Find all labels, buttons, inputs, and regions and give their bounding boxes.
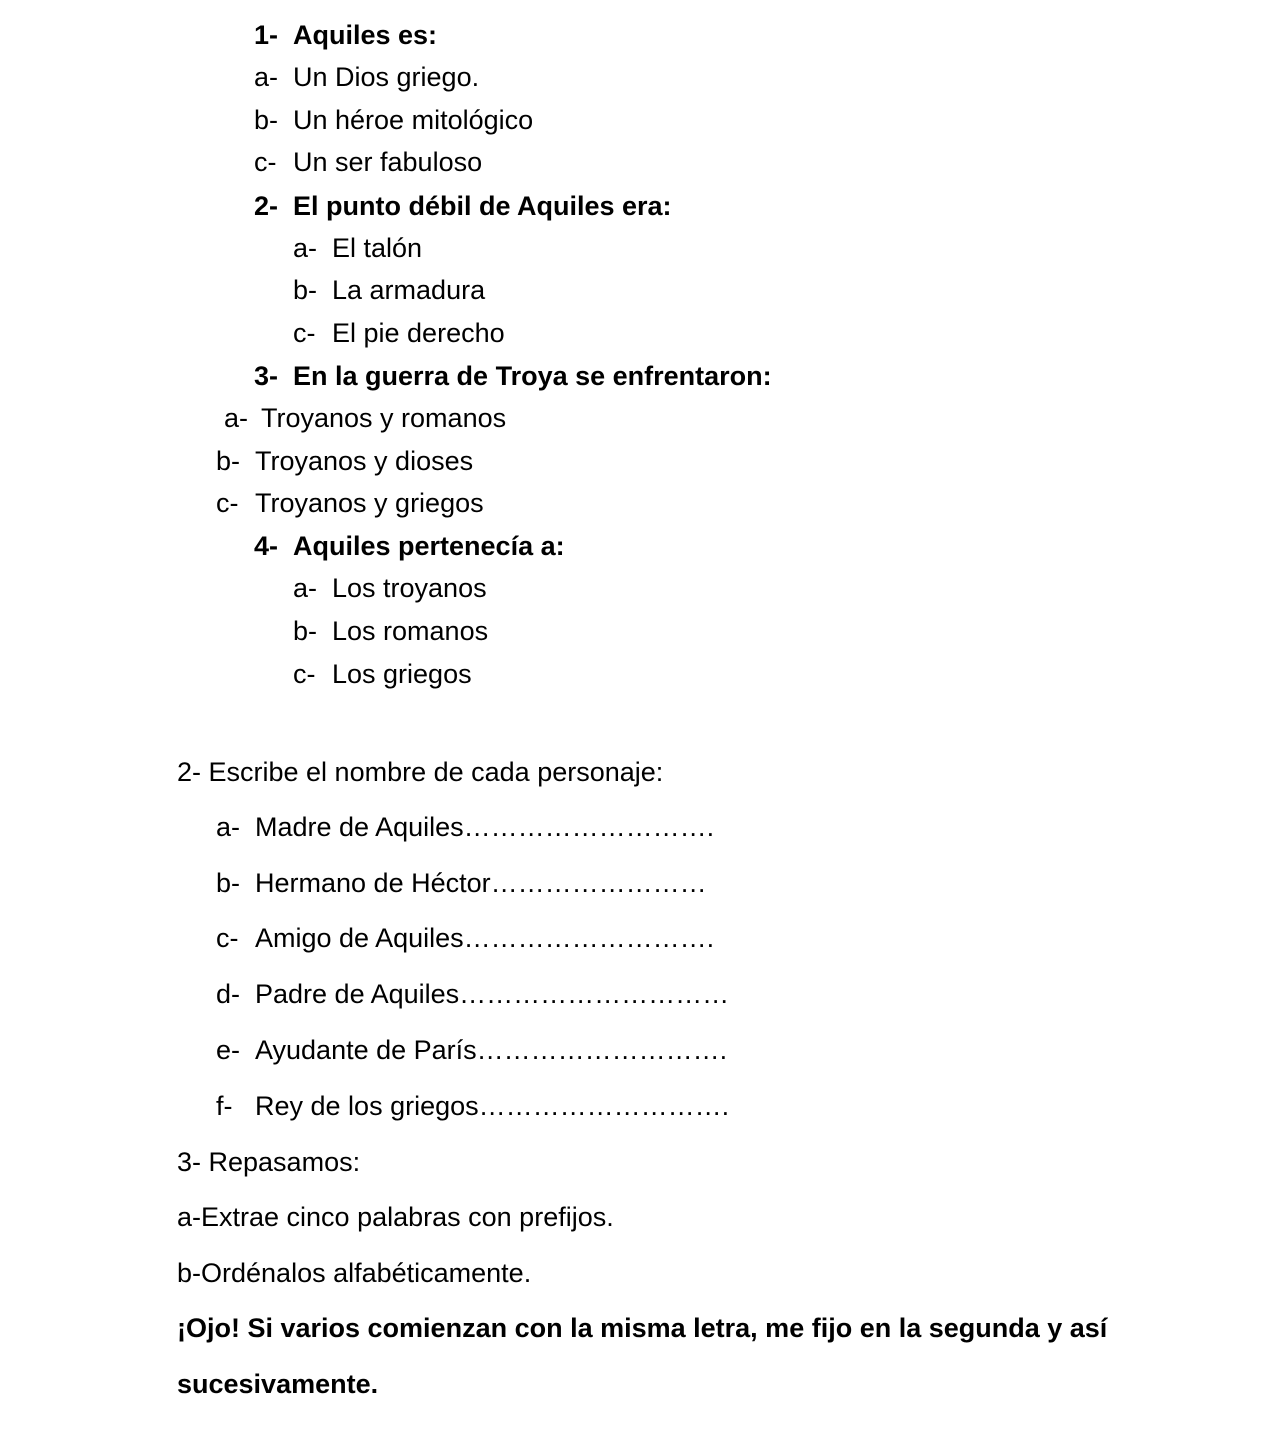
- question-number: 4-: [254, 531, 279, 561]
- option-letter: b-: [293, 275, 318, 305]
- note-line-1: ¡Ojo! Si varios comienzan con la misma letra, me fijo en la segunda y así: [177, 1313, 1108, 1343]
- option: [293, 572, 487, 604]
- option-letter: c-: [254, 147, 277, 177]
- option: [293, 615, 488, 647]
- option: [216, 445, 473, 477]
- item-text: Padre de Aquiles…………………………: [255, 979, 730, 1009]
- question-number: 2-: [254, 191, 279, 221]
- option-letter: b-: [216, 446, 241, 476]
- item-letter: b-: [216, 868, 241, 898]
- question-2: [254, 190, 672, 222]
- option-letter: a-: [293, 233, 318, 263]
- item-text: Ayudante de París……………………….: [255, 1035, 728, 1065]
- question-text: El punto débil de Aquiles era:: [293, 191, 672, 221]
- fill-in-item: [216, 978, 729, 1010]
- option-letter: b-: [254, 105, 279, 135]
- note-line-2: sucesivamente.: [177, 1369, 379, 1399]
- fill-in-item: [216, 1034, 727, 1066]
- option-text: El pie derecho: [332, 318, 505, 348]
- section-3-heading: 3- Repasamos:: [177, 1147, 361, 1177]
- option-text: Los troyanos: [332, 573, 487, 603]
- option-text: Los griegos: [332, 659, 472, 689]
- option-text: El talón: [332, 233, 423, 263]
- item-letter: d-: [216, 979, 241, 1009]
- option: [216, 487, 484, 519]
- question-number: 3-: [254, 361, 279, 391]
- option-letter: b-: [293, 616, 318, 646]
- question-text: Aquiles es:: [293, 20, 438, 50]
- option: [293, 274, 485, 306]
- option-letter: a-: [254, 62, 279, 92]
- fill-in-item: [216, 867, 707, 899]
- fill-in-item: [216, 811, 714, 843]
- question-1: [254, 19, 437, 51]
- question-text: En la guerra de Troya se enfrentaron:: [293, 361, 772, 391]
- option-text: Un héroe mitológico: [293, 105, 534, 135]
- item-text: Amigo de Aquiles……………………….: [255, 923, 715, 953]
- question-3: [254, 360, 772, 392]
- option-text: Un Dios griego.: [293, 62, 480, 92]
- option-text: Los romanos: [332, 616, 489, 646]
- option-letter: c-: [293, 659, 316, 689]
- option-text: La armadura: [332, 275, 486, 305]
- item-letter: c-: [216, 923, 239, 953]
- option: [254, 61, 479, 93]
- option: [224, 402, 506, 434]
- option-letter: c-: [293, 318, 316, 348]
- item-text: Rey de los griegos……………………….: [255, 1091, 730, 1121]
- item-letter: f-: [216, 1091, 233, 1121]
- question-4: [254, 530, 565, 562]
- item-letter: a-: [216, 812, 241, 842]
- option-text: Troyanos y griegos: [255, 488, 484, 518]
- fill-in-item: [216, 1090, 729, 1122]
- option-text: Un ser fabuloso: [293, 147, 483, 177]
- item-letter: e-: [216, 1035, 241, 1065]
- section-2-heading: 2- Escribe el nombre de cada personaje:: [177, 757, 664, 787]
- option: [254, 104, 533, 136]
- item-text: Madre de Aquiles……………………….: [255, 812, 715, 842]
- item-text: Hermano de Héctor……………………: [255, 868, 707, 898]
- question-number: 1-: [254, 20, 279, 50]
- option: [293, 317, 505, 349]
- option: [254, 146, 482, 178]
- option-letter: a-: [293, 573, 318, 603]
- instruction-line: b-Ordénalos alfabéticamente.: [177, 1258, 532, 1288]
- option: [293, 232, 422, 264]
- option-text: Troyanos y dioses: [255, 446, 474, 476]
- option: [293, 658, 472, 690]
- question-text: Aquiles pertenecía a:: [293, 531, 565, 561]
- option-letter: a-: [224, 403, 249, 433]
- option-letter: c-: [216, 488, 239, 518]
- option-text: Troyanos y romanos: [261, 403, 507, 433]
- instruction-line: a-Extrae cinco palabras con prefijos.: [177, 1202, 614, 1232]
- fill-in-item: [216, 922, 714, 954]
